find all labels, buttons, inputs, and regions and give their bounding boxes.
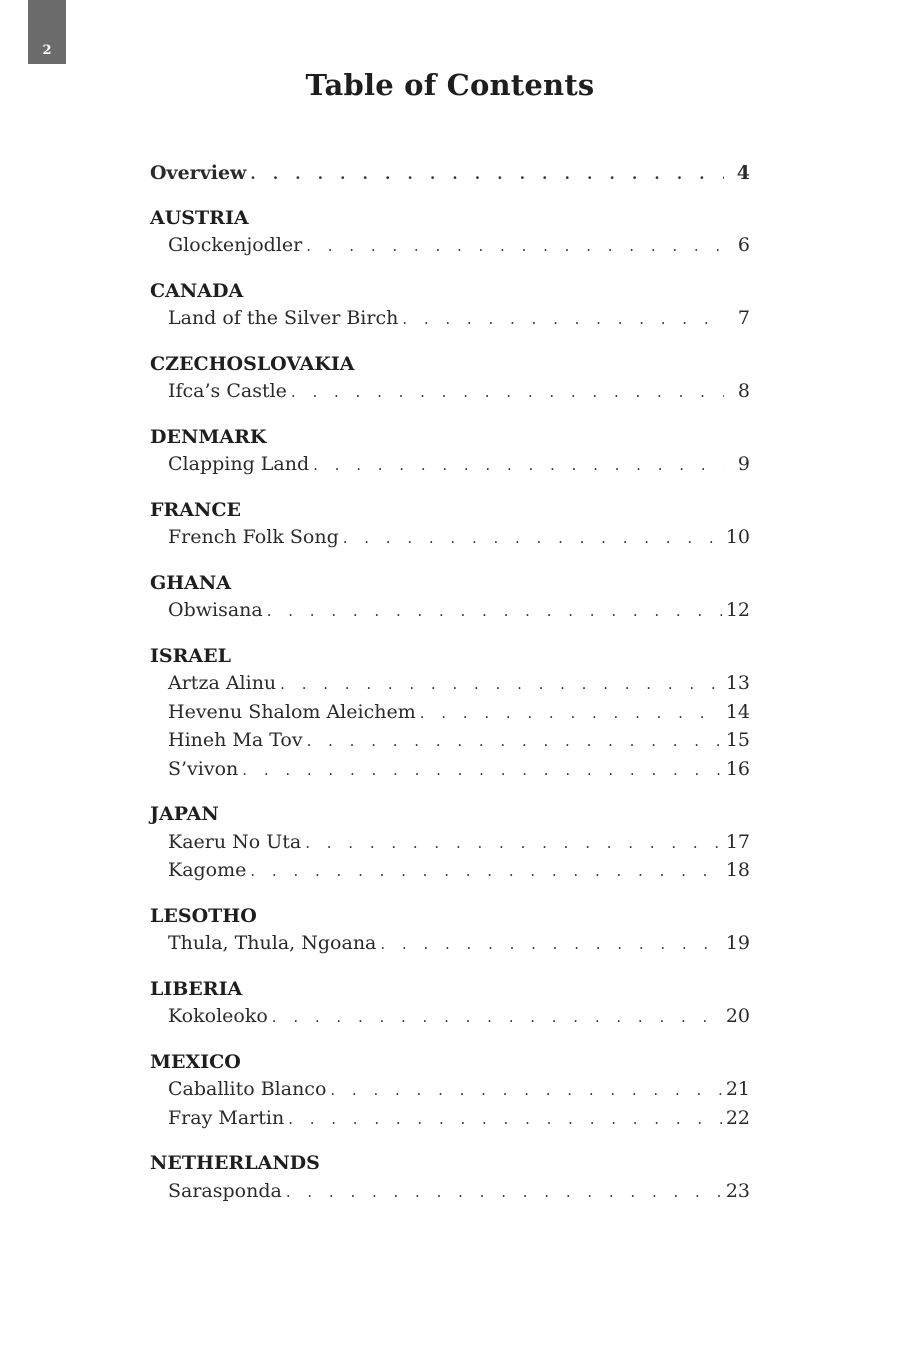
song-title: Ifca’s Castle [168,380,287,402]
page-title: Table of Contents [305,68,595,102]
toc-entry[interactable] [150,232,750,261]
toc-entry[interactable] [150,451,750,480]
dot-leader [420,700,722,728]
toc-sections [150,205,750,1207]
song-title: Obwisana [168,599,263,621]
toc-entry[interactable] [150,597,750,626]
toc-entry[interactable] [150,524,750,553]
country-heading: MEXICO [150,1050,241,1073]
toc-entry[interactable] [150,930,750,959]
dot-leader [242,757,722,785]
dot-leader [288,1106,722,1134]
song-title: Clapping Land [168,453,310,475]
country-heading: FRANCE [150,498,241,521]
table-of-contents [150,160,750,1223]
song-title: Artza Alinu [168,672,277,694]
dot-leader [343,525,722,553]
toc-entry[interactable] [150,1003,750,1032]
dot-leader [291,379,724,407]
toc-section [150,1150,750,1206]
toc-overview-row[interactable] [150,160,750,189]
toc-section [150,497,750,553]
song-title: Hineh Ma Tov [168,729,303,751]
toc-entry[interactable] [150,378,750,407]
song-title: Glockenjodler [168,234,303,256]
toc-entry[interactable] [150,756,750,785]
country-heading: LIBERIA [150,977,243,1000]
song-title: Sarasponda [168,1179,282,1202]
country-heading: DENMARK [150,425,267,448]
toc-entry[interactable] [150,305,750,334]
song-title: French Folk Song [168,526,339,548]
overview-label: Overview [150,162,247,184]
page-number: 19 [725,932,750,954]
page-number: 6 [737,234,750,256]
dot-leader [380,931,721,959]
song-title: Kaeru No Uta [168,830,302,853]
dot-leader [305,830,722,858]
country-heading: CANADA [150,279,244,302]
song-title: Thula, Thula, Ngoana [168,932,377,954]
page-number: 13 [725,672,750,694]
toc-section [150,278,750,334]
country-heading: LESOTHO [150,904,257,927]
page-number: 12 [725,599,750,621]
page-number: 14 [725,700,750,723]
country-heading: AUSTRIA [150,206,249,229]
toc-entry[interactable] [150,1178,750,1207]
dot-leader [280,671,722,699]
page-number: 23 [725,1179,750,1202]
dot-leader [250,161,724,189]
page-number: 8 [737,380,750,402]
country-heading: GHANA [150,571,232,594]
song-title: Kokoleoko [168,1005,268,1027]
toc-entry[interactable] [150,670,750,699]
dot-leader [250,858,721,886]
page-number: 10 [725,526,750,548]
song-title: Kagome [168,859,247,881]
page-number: 20 [725,1005,750,1027]
dot-leader [267,598,722,626]
page-number: 7 [737,307,750,329]
country-heading: CZECHOSLOVAKIA [150,352,355,375]
page-number: 2 [42,43,52,58]
country-heading: JAPAN [150,803,219,825]
country-heading: NETHERLANDS [150,1152,320,1174]
song-title: Caballito Blanco [168,1078,327,1100]
page-number: 17 [725,830,750,853]
toc-entry[interactable] [150,727,750,756]
page-number-tab [28,0,66,64]
song-title: Hevenu Shalom Aleichem [168,700,416,723]
toc-entry[interactable] [150,699,750,728]
toc-section [150,424,750,480]
toc-entry[interactable] [150,1076,750,1105]
toc-section [150,801,750,886]
toc-entry[interactable] [150,1105,750,1134]
dot-leader [402,306,724,334]
country-heading: ISRAEL [150,644,231,667]
toc-section [150,570,750,626]
song-title: Fray Martin [168,1106,285,1129]
song-title: Land of the Silver Birch [168,307,399,329]
overview-page-number: 4 [736,162,750,184]
dot-leader [330,1077,721,1105]
dot-leader [313,452,724,480]
dot-leader [272,1004,722,1032]
dot-leader [307,728,722,756]
dot-leader [286,1179,722,1207]
page-number: 16 [725,757,750,780]
page-number: 18 [725,859,750,881]
toc-section [150,1049,750,1134]
toc-section [150,351,750,407]
page-number: 9 [737,453,750,475]
song-title: S’vivon [168,757,239,780]
dot-leader [306,233,724,261]
toc-entry[interactable] [150,857,750,886]
toc-section [150,903,750,959]
page-number: 15 [725,729,750,751]
page-number: 22 [725,1106,750,1129]
toc-section [150,643,750,785]
toc-entry[interactable] [150,829,750,858]
toc-section [150,976,750,1032]
toc-section [150,205,750,261]
page-number: 21 [725,1078,750,1100]
